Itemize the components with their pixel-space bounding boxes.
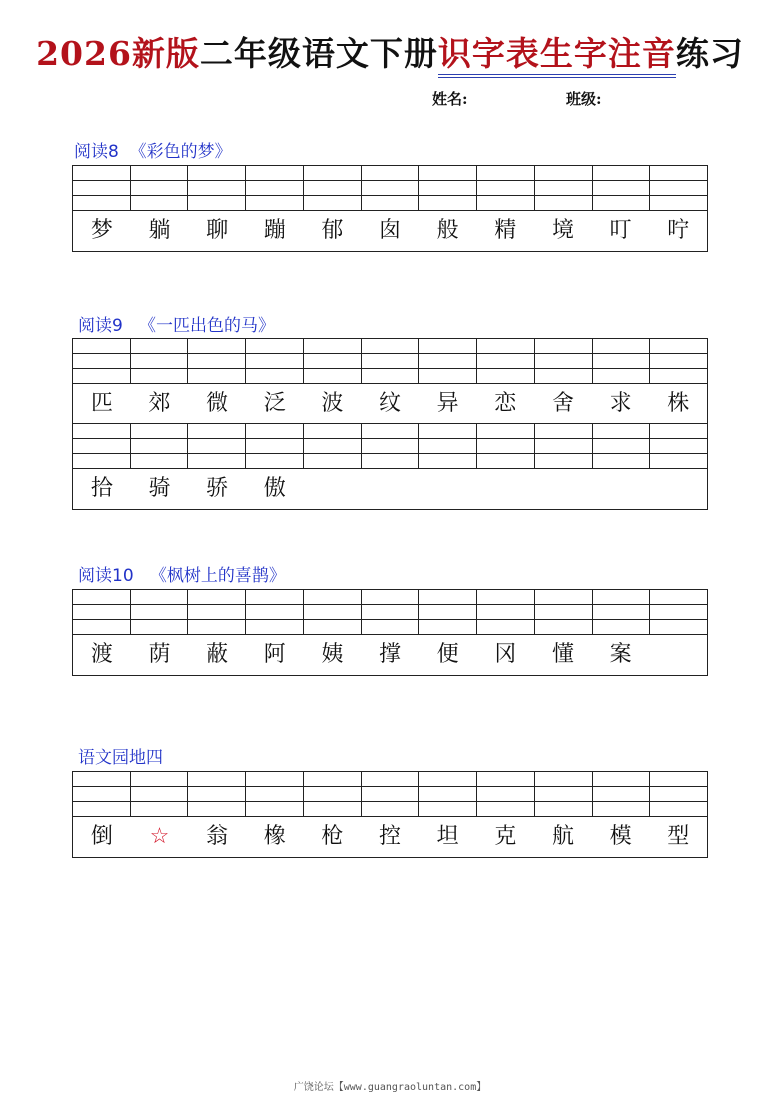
character: 航 (551, 824, 574, 849)
character: 撑 (379, 642, 402, 667)
pinyin-cell (304, 772, 362, 816)
pinyin-cell (304, 424, 362, 468)
pinyin-cell (131, 590, 189, 634)
character: 匹 (90, 390, 113, 416)
character: 阿 (263, 642, 286, 667)
character-row (73, 211, 707, 251)
character: 枪 (321, 824, 344, 849)
character: 克 (494, 824, 517, 849)
practice-grid (72, 589, 708, 676)
character: 般 (436, 218, 459, 243)
character: 荫 (148, 642, 171, 667)
pinyin-cell (650, 166, 707, 210)
character: 叮 (609, 218, 632, 243)
character: 控 (379, 824, 402, 849)
character: 案 (609, 642, 632, 667)
pinyin-cell (131, 166, 189, 210)
character: 梦 (90, 218, 113, 243)
pinyin-cell (362, 590, 420, 634)
character: 咛 (667, 218, 690, 243)
pinyin-cell (304, 166, 362, 210)
pinyin-cell (304, 590, 362, 634)
pinyin-cell (73, 339, 131, 383)
character: 模 (609, 824, 632, 849)
character: 蔽 (206, 642, 229, 667)
pinyin-cell (73, 424, 131, 468)
pinyin-cell (131, 339, 189, 383)
page-title (0, 28, 780, 75)
section-title: 阅读10 《枫树上的喜鹊》 (78, 566, 286, 586)
pinyin-cell (419, 424, 477, 468)
pinyin-cell (246, 772, 304, 816)
pinyin-cell (593, 772, 651, 816)
pinyin-cell (188, 166, 246, 210)
pinyin-cell (535, 339, 593, 383)
section-title: 阅读9 《一匹出色的马》 (78, 316, 276, 336)
pinyin-cell (535, 772, 593, 816)
title-topic: 识字表生字注音 (438, 34, 676, 78)
section-title: 阅读8 《彩色的梦》 (74, 142, 232, 162)
character: 姨 (321, 642, 344, 667)
character: 境 (551, 218, 574, 243)
pinyin-cell (419, 772, 477, 816)
pinyin-cell (593, 424, 651, 468)
pinyin-cell (650, 339, 707, 383)
pinyin-cell (246, 424, 304, 468)
character: 异 (436, 390, 459, 416)
character: 郊 (148, 390, 171, 416)
character: 坦 (436, 824, 459, 849)
title-grade: 二年级语文下册 (199, 34, 438, 73)
pinyin-cell (477, 424, 535, 468)
character: 囱 (379, 218, 402, 243)
character: 恋 (494, 390, 517, 416)
character: 泛 (263, 390, 286, 416)
pinyin-cell (535, 590, 593, 634)
pinyin-cell (188, 590, 246, 634)
pinyin-cell (246, 590, 304, 634)
footer-watermark: 广饶论坛【www.guangraoluntan.com】 (293, 1082, 487, 1093)
character: 翁 (206, 824, 229, 849)
character-row (73, 817, 707, 857)
character: 聊 (206, 218, 229, 243)
character: 舍 (551, 390, 574, 416)
pinyin-cell (535, 424, 593, 468)
pinyin-cell (304, 339, 362, 383)
pinyin-cell (650, 590, 707, 634)
character: 冈 (494, 642, 517, 667)
title-year: 2026新版 (36, 34, 200, 73)
pinyin-cell (73, 166, 131, 210)
pinyin-cell (188, 424, 246, 468)
pinyin-cell (477, 590, 535, 634)
practice-grid (72, 771, 708, 858)
practice-grid (72, 165, 708, 252)
pinyin-cell (593, 590, 651, 634)
pinyin-writing-row (73, 424, 707, 469)
character: 懂 (551, 642, 574, 667)
pinyin-cell (650, 424, 707, 468)
pinyin-cell (535, 166, 593, 210)
pinyin-cell (650, 772, 707, 816)
pinyin-writing-row (73, 339, 707, 384)
pinyin-cell (593, 166, 651, 210)
pinyin-cell (73, 590, 131, 634)
character-row (73, 635, 707, 675)
pinyin-cell (362, 339, 420, 383)
pinyin-cell (362, 166, 420, 210)
character: 便 (436, 642, 459, 667)
pinyin-cell (477, 772, 535, 816)
pinyin-cell (188, 772, 246, 816)
character: 株 (667, 390, 690, 416)
name-label: 姓名: (432, 90, 468, 108)
character: 渡 (90, 642, 113, 667)
character: 波 (321, 390, 344, 416)
pinyin-cell (131, 772, 189, 816)
character: 型 (667, 824, 690, 849)
character: 橡 (263, 824, 286, 849)
pinyin-cell (362, 772, 420, 816)
pinyin-writing-row (73, 772, 707, 817)
pinyin-cell (477, 166, 535, 210)
pinyin-cell (593, 339, 651, 383)
section-title: 语文园地四 (78, 748, 163, 768)
pinyin-cell (73, 772, 131, 816)
pinyin-cell (246, 339, 304, 383)
pinyin-writing-row (73, 166, 707, 211)
practice-grid (72, 338, 708, 510)
character: 纹 (379, 390, 402, 416)
pinyin-cell (188, 339, 246, 383)
character: 求 (609, 390, 632, 416)
character: 骑 (148, 476, 171, 501)
character: 傲 (263, 476, 286, 501)
pinyin-cell (419, 590, 477, 634)
class-label: 班级: (566, 90, 602, 108)
character-row (73, 384, 707, 424)
title-suffix: 练习 (675, 34, 744, 73)
character: 拾 (90, 476, 113, 501)
pinyin-cell (246, 166, 304, 210)
pinyin-cell (419, 166, 477, 210)
character: 精 (494, 218, 517, 243)
star-icon: ☆ (149, 824, 170, 849)
pinyin-cell (131, 424, 189, 468)
pinyin-cell (477, 339, 535, 383)
character: 躺 (148, 218, 171, 243)
character: 微 (206, 390, 229, 416)
pinyin-cell (362, 424, 420, 468)
pinyin-cell (419, 339, 477, 383)
character: 倒 (90, 824, 113, 849)
pinyin-writing-row (73, 590, 707, 635)
character: 蹦 (263, 218, 286, 243)
character: 郁 (321, 218, 344, 243)
character: 骄 (206, 476, 229, 501)
character-row (73, 469, 707, 509)
